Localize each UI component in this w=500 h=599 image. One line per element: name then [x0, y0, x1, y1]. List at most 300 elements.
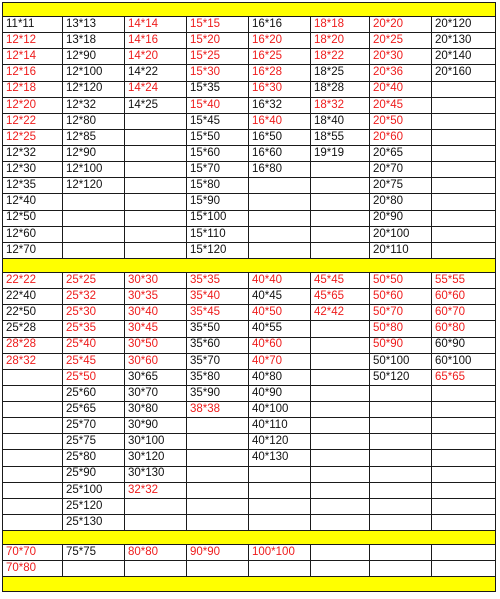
yellow-divider-band: [3, 258, 496, 272]
size-cell: 16*32: [249, 97, 311, 113]
table-row: [3, 369, 496, 385]
size-cell: [311, 450, 370, 466]
size-cell: [311, 434, 370, 450]
size-cell: 30*45: [125, 321, 187, 337]
size-cell: [63, 194, 125, 210]
size-cell: 60*90: [432, 337, 496, 353]
size-cell: 12*20: [3, 97, 63, 113]
size-cell: 12*90: [63, 49, 125, 65]
size-cell: 20*60: [370, 129, 432, 145]
size-cell: [125, 561, 187, 577]
size-cell: [370, 514, 432, 530]
size-cell: 20*120: [432, 17, 496, 33]
size-cell: 16*25: [249, 49, 311, 65]
size-cell: 25*35: [63, 321, 125, 337]
size-cell: 25*50: [63, 369, 125, 385]
table-row: [3, 466, 496, 482]
size-cell: 15*40: [187, 97, 249, 113]
size-cell: 55*55: [432, 273, 496, 289]
size-cell: [432, 178, 496, 194]
size-cell: [63, 226, 125, 242]
size-cell: 15*120: [187, 242, 249, 258]
size-cell: 18*55: [311, 129, 370, 145]
size-cell: [432, 561, 496, 577]
size-cell: [3, 514, 63, 530]
size-cell: [249, 482, 311, 498]
table-row: [3, 498, 496, 514]
size-cell: 22*40: [3, 289, 63, 305]
size-cell: 15*30: [187, 65, 249, 81]
table-row: [3, 385, 496, 401]
size-cell: 40*120: [249, 434, 311, 450]
size-cell: 30*80: [125, 402, 187, 418]
size-cell: [3, 498, 63, 514]
size-cell: 18*40: [311, 113, 370, 129]
size-cell: 50*70: [370, 305, 432, 321]
size-cell: 20*20: [370, 17, 432, 33]
size-cell: [249, 178, 311, 194]
size-cell: 25*75: [63, 434, 125, 450]
size-cell: [370, 385, 432, 401]
size-cell: [432, 226, 496, 242]
size-cell: 14*24: [125, 81, 187, 97]
size-cell: [311, 561, 370, 577]
size-cell: 18*28: [311, 81, 370, 97]
size-cell: 35*40: [187, 289, 249, 305]
size-cell: 25*40: [63, 337, 125, 353]
size-cell: 45*65: [311, 289, 370, 305]
size-cell: 20*90: [370, 210, 432, 226]
size-cell: 25*32: [63, 289, 125, 305]
size-cell: 40*100: [249, 402, 311, 418]
table-row: [3, 482, 496, 498]
size-cell: 65*65: [432, 369, 496, 385]
size-cell: 28*28: [3, 337, 63, 353]
size-cell: 14*20: [125, 49, 187, 65]
table-row: [3, 97, 496, 113]
size-cell: 16*50: [249, 129, 311, 145]
table-row: [3, 49, 496, 65]
size-cell: [432, 402, 496, 418]
size-cell: [125, 129, 187, 145]
size-cell: 20*30: [370, 49, 432, 65]
size-cell: [125, 514, 187, 530]
size-cell: 90*90: [187, 545, 249, 561]
table-row: [3, 65, 496, 81]
size-cell: 25*45: [63, 353, 125, 369]
size-cell: 19*19: [311, 146, 370, 162]
size-cell: 25*130: [63, 514, 125, 530]
size-cell: [311, 194, 370, 210]
size-cell: [125, 242, 187, 258]
size-cell: [432, 97, 496, 113]
size-cell: 40*110: [249, 418, 311, 434]
size-cell: 14*16: [125, 33, 187, 49]
size-cell: [187, 434, 249, 450]
size-cell: 25*90: [63, 466, 125, 482]
divider-band-cell: [3, 3, 496, 17]
size-cell: 35*35: [187, 273, 249, 289]
size-cell: 50*120: [370, 369, 432, 385]
size-cell: [3, 418, 63, 434]
table-row: [3, 162, 496, 178]
size-cell: 16*16: [249, 17, 311, 33]
table-row: [3, 17, 496, 33]
size-cell: 22*22: [3, 273, 63, 289]
size-cell: 20*45: [370, 97, 432, 113]
size-cell: 35*50: [187, 321, 249, 337]
size-cell: 20*40: [370, 81, 432, 97]
size-cell: 12*30: [3, 162, 63, 178]
size-cell: 28*32: [3, 353, 63, 369]
size-cell: [249, 561, 311, 577]
size-cell: [432, 434, 496, 450]
size-cell: 12*120: [63, 178, 125, 194]
size-cell: [370, 434, 432, 450]
size-cell: 15*45: [187, 113, 249, 129]
size-cell: [3, 385, 63, 401]
table-row: [3, 210, 496, 226]
size-cell: [311, 402, 370, 418]
size-cell: 50*60: [370, 289, 432, 305]
size-cell: [432, 113, 496, 129]
size-cell: 12*80: [63, 113, 125, 129]
table-row: [3, 514, 496, 530]
size-cell: 12*35: [3, 178, 63, 194]
size-cell: [63, 561, 125, 577]
size-cell: [249, 210, 311, 226]
size-cell: [311, 514, 370, 530]
size-cell: [370, 450, 432, 466]
size-cell: 70*70: [3, 545, 63, 561]
size-cell: 12*100: [63, 162, 125, 178]
table-row: [3, 337, 496, 353]
size-cell: [3, 434, 63, 450]
size-cell: 50*50: [370, 273, 432, 289]
size-cell: 15*90: [187, 194, 249, 210]
size-cell: 12*85: [63, 129, 125, 145]
size-cell: 15*35: [187, 81, 249, 97]
size-cell: 40*70: [249, 353, 311, 369]
size-cell: 40*60: [249, 337, 311, 353]
size-cell: [249, 226, 311, 242]
size-cell: 15*70: [187, 162, 249, 178]
size-cell: 15*80: [187, 178, 249, 194]
size-cell: 80*80: [125, 545, 187, 561]
size-cell: 100*100: [249, 545, 311, 561]
size-cell: 15*15: [187, 17, 249, 33]
size-cell: 38*38: [187, 402, 249, 418]
size-cell: [187, 482, 249, 498]
size-cell: 42*42: [311, 305, 370, 321]
size-cell: [311, 162, 370, 178]
size-cell: 25*25: [63, 273, 125, 289]
size-cell: [3, 482, 63, 498]
size-cell: 18*18: [311, 17, 370, 33]
size-cell: [3, 402, 63, 418]
size-spec-table: [2, 2, 496, 592]
size-cell: [432, 466, 496, 482]
size-cell: 30*120: [125, 450, 187, 466]
size-cell: 60*80: [432, 321, 496, 337]
size-cell: [370, 482, 432, 498]
size-cell: [432, 385, 496, 401]
size-cell: [311, 482, 370, 498]
size-cell: 30*90: [125, 418, 187, 434]
table-row: [3, 273, 496, 289]
size-cell: 30*65: [125, 369, 187, 385]
table-row: [3, 129, 496, 145]
size-cell: [3, 369, 63, 385]
size-cell: [370, 545, 432, 561]
yellow-divider-band: [3, 577, 496, 592]
size-cell: 15*110: [187, 226, 249, 242]
size-cell: [249, 514, 311, 530]
size-cell: 14*22: [125, 65, 187, 81]
table-row: [3, 81, 496, 97]
size-cell: 50*80: [370, 321, 432, 337]
table-row: [3, 305, 496, 321]
size-cell: 35*90: [187, 385, 249, 401]
size-cell: 60*60: [432, 289, 496, 305]
size-cell: [311, 210, 370, 226]
size-cell: 25*100: [63, 482, 125, 498]
size-cell: 60*70: [432, 305, 496, 321]
size-cell: 12*120: [63, 81, 125, 97]
size-cell: 30*40: [125, 305, 187, 321]
size-cell: 40*45: [249, 289, 311, 305]
size-cell: 20*75: [370, 178, 432, 194]
size-cell: [311, 466, 370, 482]
size-cell: 30*130: [125, 466, 187, 482]
size-cell: 20*36: [370, 65, 432, 81]
size-cell: [370, 402, 432, 418]
size-cell: 20*110: [370, 242, 432, 258]
size-cell: [432, 545, 496, 561]
table-row: [3, 545, 496, 561]
size-cell: 30*70: [125, 385, 187, 401]
size-cell: 18*22: [311, 49, 370, 65]
size-spec-table-body: [3, 3, 496, 592]
size-cell: 60*100: [432, 353, 496, 369]
size-cell: [432, 498, 496, 514]
table-row: [3, 402, 496, 418]
size-cell: 50*90: [370, 337, 432, 353]
size-cell: 40*80: [249, 369, 311, 385]
size-cell: 40*55: [249, 321, 311, 337]
size-cell: 15*100: [187, 210, 249, 226]
size-cell: [63, 210, 125, 226]
divider-band-cell: [3, 577, 496, 592]
table-row: [3, 289, 496, 305]
table-row: [3, 353, 496, 369]
size-cell: [125, 498, 187, 514]
size-cell: 16*30: [249, 81, 311, 97]
size-cell: 16*20: [249, 33, 311, 49]
size-cell: 30*60: [125, 353, 187, 369]
size-cell: 12*25: [3, 129, 63, 145]
yellow-divider-band: [3, 3, 496, 17]
size-cell: 20*80: [370, 194, 432, 210]
table-row: [3, 226, 496, 242]
size-cell: 25*65: [63, 402, 125, 418]
size-cell: 30*50: [125, 337, 187, 353]
size-cell: 16*28: [249, 65, 311, 81]
size-cell: 12*32: [3, 146, 63, 162]
table-row: [3, 561, 496, 577]
table-row: [3, 418, 496, 434]
table-row: [3, 434, 496, 450]
size-cell: 15*20: [187, 33, 249, 49]
size-cell: 40*130: [249, 450, 311, 466]
size-cell: 35*60: [187, 337, 249, 353]
size-cell: [432, 162, 496, 178]
size-cell: 15*25: [187, 49, 249, 65]
size-cell: [125, 162, 187, 178]
size-cell: [370, 466, 432, 482]
size-cell: [125, 113, 187, 129]
size-cell: 11*11: [3, 17, 63, 33]
size-cell: [187, 418, 249, 434]
size-cell: 12*32: [63, 97, 125, 113]
size-cell: [311, 385, 370, 401]
size-cell: [311, 226, 370, 242]
size-cell: [432, 514, 496, 530]
size-cell: [311, 418, 370, 434]
divider-band-cell: [3, 258, 496, 272]
size-cell: [311, 353, 370, 369]
size-cell: 12*12: [3, 33, 63, 49]
size-cell: [187, 466, 249, 482]
size-cell: [311, 369, 370, 385]
size-cell: 16*80: [249, 162, 311, 178]
size-cell: 40*90: [249, 385, 311, 401]
size-cell: 12*70: [3, 242, 63, 258]
table-row: [3, 450, 496, 466]
table-row: [3, 242, 496, 258]
size-cell: [63, 242, 125, 258]
table-row: [3, 33, 496, 49]
size-cell: [370, 498, 432, 514]
table-row: [3, 321, 496, 337]
size-cell: [249, 466, 311, 482]
size-cell: 12*40: [3, 194, 63, 210]
size-cell: 18*25: [311, 65, 370, 81]
size-cell: 40*50: [249, 305, 311, 321]
size-cell: 12*18: [3, 81, 63, 97]
size-cell: [3, 450, 63, 466]
size-cell: 16*40: [249, 113, 311, 129]
size-cell: 75*75: [63, 545, 125, 561]
size-cell: [125, 194, 187, 210]
size-cell: [432, 129, 496, 145]
size-cell: [432, 81, 496, 97]
table-row: [3, 178, 496, 194]
yellow-divider-band: [3, 531, 496, 545]
size-cell: 70*80: [3, 561, 63, 577]
divider-band-cell: [3, 531, 496, 545]
size-cell: [3, 466, 63, 482]
size-cell: [125, 226, 187, 242]
size-cell: [125, 146, 187, 162]
table-row: [3, 194, 496, 210]
size-cell: [311, 337, 370, 353]
size-cell: 25*30: [63, 305, 125, 321]
size-cell: 15*50: [187, 129, 249, 145]
size-cell: 13*18: [63, 33, 125, 49]
size-cell: [125, 210, 187, 226]
size-cell: 20*160: [432, 65, 496, 81]
size-cell: [370, 418, 432, 434]
size-cell: 30*35: [125, 289, 187, 305]
size-cell: [187, 498, 249, 514]
size-cell: 12*14: [3, 49, 63, 65]
size-cell: [432, 242, 496, 258]
size-cell: 12*60: [3, 226, 63, 242]
size-cell: 12*50: [3, 210, 63, 226]
size-cell: [125, 178, 187, 194]
size-cell: [311, 545, 370, 561]
size-cell: 20*50: [370, 113, 432, 129]
size-cell: [249, 194, 311, 210]
size-cell: 14*25: [125, 97, 187, 113]
size-cell: [432, 194, 496, 210]
size-cell: 14*14: [125, 17, 187, 33]
size-cell: 12*90: [63, 146, 125, 162]
size-cell: 45*45: [311, 273, 370, 289]
size-cell: 32*32: [125, 482, 187, 498]
size-cell: [311, 498, 370, 514]
size-cell: 30*30: [125, 273, 187, 289]
size-cell: [249, 498, 311, 514]
size-cell: 25*70: [63, 418, 125, 434]
size-cell: 35*80: [187, 369, 249, 385]
size-cell: 12*16: [3, 65, 63, 81]
size-cell: 20*140: [432, 49, 496, 65]
size-cell: [187, 561, 249, 577]
size-cell: [432, 450, 496, 466]
size-cell: 12*100: [63, 65, 125, 81]
size-cell: 25*80: [63, 450, 125, 466]
size-cell: [249, 242, 311, 258]
size-cell: 15*60: [187, 146, 249, 162]
size-cell: 20*130: [432, 33, 496, 49]
table-row: [3, 146, 496, 162]
size-cell: 18*32: [311, 97, 370, 113]
size-cell: [432, 210, 496, 226]
size-cell: 20*65: [370, 146, 432, 162]
size-cell: 30*100: [125, 434, 187, 450]
size-cell: 35*45: [187, 305, 249, 321]
size-cell: [187, 450, 249, 466]
size-cell: 25*28: [3, 321, 63, 337]
size-cell: [432, 482, 496, 498]
size-cell: 20*25: [370, 33, 432, 49]
size-cell: 50*100: [370, 353, 432, 369]
size-cell: [187, 514, 249, 530]
table-row: [3, 113, 496, 129]
size-cell: 20*70: [370, 162, 432, 178]
size-cell: [311, 242, 370, 258]
size-cell: 25*120: [63, 498, 125, 514]
size-cell: 22*50: [3, 305, 63, 321]
size-cell: 13*13: [63, 17, 125, 33]
size-cell: 12*22: [3, 113, 63, 129]
size-cell: [432, 418, 496, 434]
size-cell: 18*20: [311, 33, 370, 49]
size-cell: 16*60: [249, 146, 311, 162]
size-cell: [311, 178, 370, 194]
